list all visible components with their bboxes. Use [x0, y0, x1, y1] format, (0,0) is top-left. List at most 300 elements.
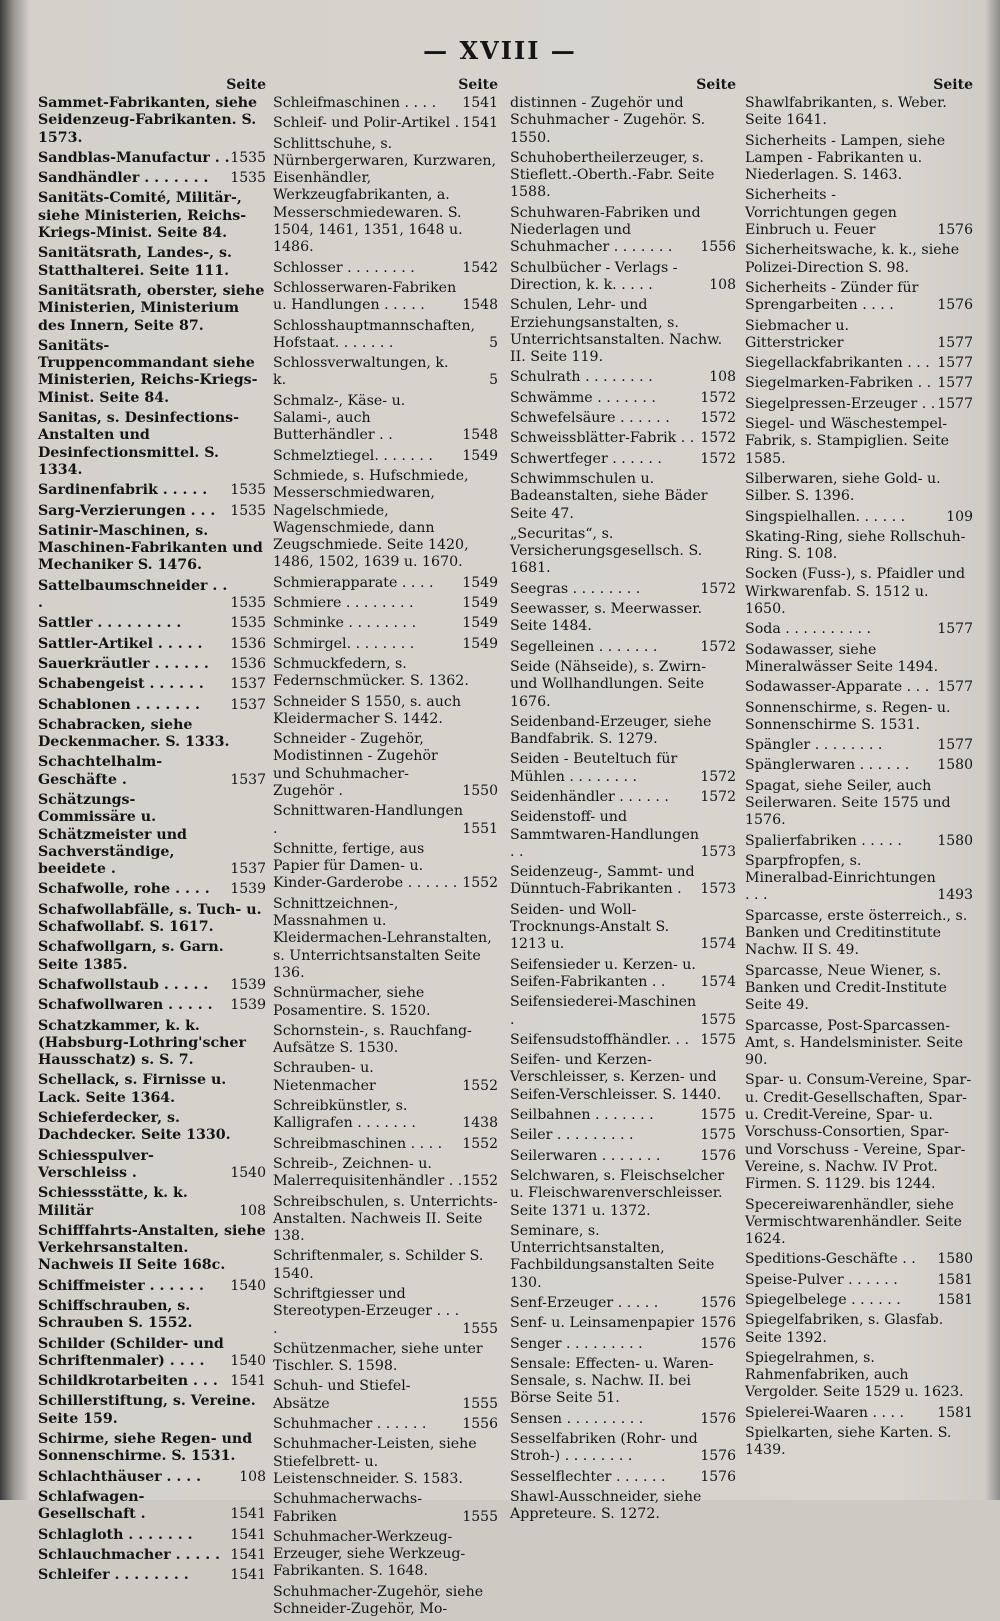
index-entry — [510, 95, 736, 147]
entry-page-number: 1572 — [700, 430, 736, 447]
entry-page-number: 1552 — [462, 875, 498, 892]
index-entry — [38, 1527, 266, 1544]
index-entry — [745, 1018, 973, 1070]
index-entry — [38, 1018, 266, 1070]
index-entry — [745, 853, 973, 905]
index-entry — [273, 575, 498, 592]
index-entry — [38, 482, 266, 499]
index-entry — [38, 1373, 266, 1390]
index-entry — [745, 1350, 973, 1402]
entry-term: Schreib-, Zeichnen- u. Malerrequisitenhändler . . — [273, 1155, 463, 1190]
index-entry — [510, 1223, 736, 1292]
entry-page-number: 1572 — [700, 580, 736, 597]
entry-page-number: 1575 — [700, 1011, 736, 1028]
entry-term: Schreibmaschinen . . . . — [273, 1135, 443, 1152]
entry-page-number: 108 — [709, 276, 736, 293]
entry-term: Schatzkammer, k. k. (Habsburg-Lothring'scher Hausschatz) s. S. 7. — [38, 1017, 246, 1069]
entry-term: Seidenzeug-, Sammt- und Dünntuch-Fabrikanten . — [510, 864, 695, 898]
entry-term: Schätzungs-Commissäre u. Schätzmeister und Sachverständige, beeidete . — [38, 791, 187, 878]
index-entry — [38, 1489, 266, 1524]
entry-term: Seide (Nähseide), s. Zwirn- und Wollhandlungen. Seite 1676. — [510, 658, 706, 710]
entry-page-number: 1549 — [462, 574, 498, 591]
entry-term: Specereiwarenhändler, siehe Vermischtwarenhändler. Seite 1624. — [745, 1196, 962, 1248]
entry-term: Sparcasse, Neue Wiener, s. Banken und Credit-Institute Seite 49. — [745, 962, 947, 1014]
entry-term: Schuhmacher-Werkzeug-Erzeuger, siehe Werkzeug-Fabrikanten. S. 1648. — [273, 1528, 466, 1580]
index-entry — [38, 1298, 266, 1333]
entry-page-number: 1535 — [230, 170, 266, 187]
entry-page-number: 1540 — [230, 1164, 266, 1181]
entry-term: Schlachthäuser . . . . — [38, 1468, 202, 1485]
entry-term: Sardinenfabrik . . . . . — [38, 482, 208, 499]
entry-page-number: 5 — [489, 334, 498, 351]
entry-term: Senf-Erzeuger . . . . . — [510, 1295, 659, 1311]
entry-term: Schachtelhalm-Geschäfte . — [38, 754, 163, 788]
entry-page-number: 1552 — [462, 1077, 498, 1094]
entry-term: Schreibkünstler, s. Kalligrafen . . . . . . . — [273, 1098, 416, 1132]
entry-term: Schriftenmaler, s. Schilder S. 1540. — [273, 1248, 484, 1282]
index-entry — [38, 503, 266, 520]
entry-page-number: 1580 — [937, 832, 973, 849]
column-header: Seite — [458, 77, 498, 93]
entry-page-number: 1539 — [230, 997, 266, 1014]
entry-term: Sparcasse, Post-Sparcassen-Amt, s. Handelsminister. Seite 90. — [745, 1017, 964, 1069]
entry-term: Spagat, siehe Seiler, auch Seilerwaren. Seite 1575 und 1576. — [745, 777, 951, 829]
entry-term: Senger . . . . . . . . . — [510, 1335, 643, 1352]
entry-term: Sandblas-Manufactur . . — [38, 149, 230, 166]
index-entry — [273, 694, 498, 729]
entry-term: Schwertfeger . . . . . . — [510, 450, 662, 467]
entry-term: Schablonen . . . . . . . — [38, 696, 200, 713]
page-title: — XVIII — — [423, 36, 577, 65]
entry-term: Sanitätsrath, oberster, siehe Ministerien, Ministerium des Innern, Seite 87. — [38, 282, 265, 334]
entry-term: Schafwollabfälle, s. Tuch- u. Schafwollabf. S. 1617. — [38, 901, 262, 936]
index-entry — [510, 1032, 736, 1049]
index-entry — [38, 1393, 266, 1428]
index-entry — [510, 1168, 736, 1220]
entry-page-number: 1537 — [230, 696, 266, 713]
index-entry — [38, 1148, 266, 1183]
entry-term: Sicherheits - Vorrichtungen gegen Einbruch u. Feuer — [745, 187, 897, 239]
entry-page-number: 1576 — [700, 1315, 736, 1332]
entry-page-number: 1581 — [937, 1271, 973, 1288]
entry-page-number: 1536 — [230, 635, 266, 652]
index-entry — [745, 1312, 973, 1347]
index-entry — [38, 95, 266, 147]
index-entry — [273, 1378, 498, 1413]
entry-term: Schmuckfedern, s. Federnschmücker. S. 1362. — [273, 655, 469, 690]
entry-page-number: 1537 — [230, 861, 266, 878]
entry-page-number: 1577 — [937, 375, 973, 392]
entry-term: Singspielhallen. . . . . . — [745, 508, 906, 525]
entry-term: „Securitas“, s. Versicherungsgesellsch. S. 1681. — [510, 525, 703, 577]
index-entry — [273, 1416, 498, 1433]
entry-page-number: 108 — [709, 369, 736, 386]
index-entry — [273, 1286, 498, 1338]
index-entry — [38, 190, 266, 242]
entry-term: Schleifer . . . . . . . . — [38, 1567, 189, 1584]
entry-term: Seidenstoff- und Sammtwaren-Handlungen . . — [510, 809, 699, 860]
entry-page-number: 1575 — [700, 1031, 736, 1048]
index-entry — [510, 1127, 736, 1144]
entry-page-number: 1535 — [230, 502, 266, 519]
index-entry — [745, 396, 973, 413]
entry-term: Schuhmacher-Leisten, siehe Stiefelbrett- u. Leistenschneider. S. 1583. — [273, 1436, 477, 1487]
index-entry — [510, 150, 736, 202]
entry-term: Schirme, siehe Regen- und Sonnenschirme. S. 1531. — [38, 1431, 253, 1465]
entry-term: Schriftgiesser und Stereotypen-Erzeuger . . . . — [273, 1286, 460, 1337]
entry-term: Sonnenschirme, s. Regen- u. Sonnenschirme S. 1531. — [745, 699, 951, 733]
entry-term: Schneider - Zugehör, Modistinnen - Zugehör und Schuhmacher-Zugehör . — [273, 731, 438, 799]
index-entry — [510, 1469, 736, 1486]
entry-page-number: 1549 — [462, 447, 498, 464]
index-entry — [745, 566, 973, 618]
column-header: Seite — [933, 77, 973, 93]
index-entry — [510, 1356, 736, 1408]
entry-term: Spar- u. Consum-Vereine, Spar- u. Credit-Gesellschaften, Spar- u. Credit-Vereine, Spar- u. Vorschuss-Consortien, Spar- und Vorschuss - Vereine, Spar-Vereine, s. Nachw. IV Prot. Firmen. S. 1129. bis 1244. — [745, 1072, 972, 1193]
entry-page-number: 1542 — [462, 259, 498, 276]
entry-term: Seifen- und Kerzen-Verschleisser, s. Kerzen- und Seifen-Verschleisser. S. 1440. — [510, 1052, 722, 1103]
entry-term: Schuhmacher-Zugehör, siehe Schneider-Zugehör, Mo- — [273, 1583, 484, 1618]
index-entry — [273, 1156, 498, 1191]
index-entry — [745, 95, 973, 130]
index-entry — [510, 864, 736, 899]
entry-term: Schmierapparate . . . . — [273, 574, 434, 591]
entry-term: Seilbahnen . . . . . . . — [510, 1107, 654, 1124]
entry-term: Schützenmacher, siehe unter Tischler. S. 1598. — [273, 1340, 483, 1375]
entry-term: Sodawasser-Apparate . . . — [745, 679, 930, 696]
entry-page-number: 109 — [946, 508, 973, 525]
index-entry — [745, 1292, 973, 1309]
entry-page-number: 1576 — [700, 1335, 736, 1352]
index-entry — [273, 1136, 498, 1153]
index-entry — [510, 714, 736, 749]
index-entry — [38, 338, 266, 407]
entry-term: Speise-Pulver . . . . . . — [745, 1271, 898, 1288]
entry-term: Schneider S 1550, s. auch Kleidermacher S. 1442. — [273, 693, 461, 727]
entry-page-number: 1541 — [230, 1546, 266, 1563]
index-entry — [273, 595, 498, 612]
entry-term: Skating-Ring, siehe Rollschuh-Ring. S. 108. — [745, 528, 966, 563]
index-entry — [38, 523, 266, 575]
entry-term: Schulrath . . . . . . . . — [510, 369, 653, 386]
index-entry — [273, 636, 498, 653]
index-column-2 — [273, 76, 498, 1621]
index-entry — [510, 902, 736, 954]
entry-page-number: 108 — [239, 1468, 266, 1485]
index-entry — [745, 737, 973, 754]
entry-term: Sammet-Fabrikanten, siehe Seidenzeug-Fabrikanten. S. 1573. — [38, 95, 258, 146]
entry-term: Seiden- und Woll-Trocknungs-Anstalt S. 1213 u. — [510, 901, 670, 953]
index-entry — [510, 430, 736, 447]
entry-term: Spiegelfabriken, s. Glasfab. Seite 1392. — [745, 1312, 944, 1346]
index-entry — [510, 809, 736, 861]
entry-page-number: 1438 — [462, 1115, 498, 1132]
entry-term: Schwämme . . . . . . . — [510, 389, 656, 406]
entry-page-number: 1576 — [700, 1448, 736, 1465]
entry-page-number: 1577 — [937, 679, 973, 696]
entry-term: Spiegelrahmen, s. Rahmenfabriken, auch Vergolder. Seite 1529 u. 1623. — [745, 1349, 964, 1401]
entry-term: Sanitäts-Comité, Militär-, siehe Ministerien, Reichs-Kriegs-Minist. Seite 84. — [38, 190, 247, 242]
index-entry — [510, 1148, 736, 1165]
entry-page-number: 1572 — [700, 410, 736, 427]
entry-term: Selchwaren, s. Fleischselcher u. Fleischwarenverschleisser. Seite 1371 u. 1372. — [510, 1167, 725, 1219]
entry-page-number: 1576 — [937, 297, 973, 314]
entry-term: Sanitas, s. Desinfections-Anstalten und Desinfectionsmittel. S. 1334. — [38, 410, 240, 478]
index-entry — [38, 615, 266, 632]
entry-page-number: 1552 — [462, 1173, 498, 1190]
index-entry — [273, 260, 498, 277]
entry-term: Spängler . . . . . . . . — [745, 737, 883, 754]
index-entry — [38, 1110, 266, 1145]
index-entry — [38, 1547, 266, 1564]
entry-term: Schiffmeister . . . . . . — [38, 1277, 204, 1294]
entry-term: Schreibschulen, s. Unterrichts-Anstalten. Nachweis II. Seite 138. — [273, 1193, 498, 1245]
entry-page-number: 1572 — [700, 450, 736, 467]
index-entry — [745, 1072, 973, 1193]
entry-page-number: 1556 — [700, 239, 736, 256]
entry-page-number: 1552 — [462, 1135, 498, 1152]
entry-page-number: 1540 — [230, 1277, 266, 1294]
entry-page-number: 1577 — [937, 395, 973, 412]
entry-page-number: 1537 — [230, 771, 266, 788]
index-entry — [510, 1315, 736, 1332]
index-entry — [38, 283, 266, 335]
index-entry — [38, 656, 266, 673]
index-entry — [273, 841, 498, 893]
entry-page-number: 1541 — [230, 1526, 266, 1543]
index-entry — [510, 1295, 736, 1312]
entry-page-number: 1555 — [462, 1395, 498, 1412]
entry-page-number: 1541 — [230, 1506, 266, 1523]
entry-term: Schornstein-, s. Rauchfang-Aufsätze S. 1530. — [273, 1022, 472, 1057]
index-entry — [510, 369, 736, 386]
entry-page-number: 1573 — [700, 843, 736, 860]
entry-term: Schafwolle, rohe . . . . — [38, 881, 210, 898]
entry-term: Shawlfabrikanten, s. Weber. Seite 1641. — [745, 95, 947, 129]
entry-term: Schafwollstaub . . . . . — [38, 976, 209, 993]
entry-term: Sanitäts-Truppencommandant siehe Ministerien, Reichs-Kriegs-Minist. Seite 84. — [38, 337, 258, 406]
index-entry — [510, 601, 736, 636]
index-entry — [745, 280, 973, 315]
entry-term: Sandhändler . . . . . . . — [38, 170, 209, 187]
entry-term: Sparcasse, erste österreich., s. Banken und Creditinstitute Nachw. II S. 49. — [745, 907, 968, 959]
entry-page-number: 1572 — [700, 389, 736, 406]
entry-page-number: 1539 — [230, 881, 266, 898]
entry-page-number: 1541 — [230, 1373, 266, 1390]
entry-term: Seminare, s. Unterrichtsanstalten, Fachbildungsanstalten Seite 130. — [510, 1222, 715, 1291]
index-entry — [38, 410, 266, 479]
entry-term: Schnitte, fertige, aus Papier für Damen- u. Kinder-Garderobe . . . . . . — [273, 840, 458, 892]
index-entry — [273, 896, 498, 982]
index-entry — [38, 977, 266, 994]
index-entry — [273, 1060, 498, 1095]
entry-term: Spänglerwaren . . . . . . — [745, 757, 910, 774]
index-entry — [745, 908, 973, 960]
entry-page-number: 1556 — [462, 1416, 498, 1433]
index-entry — [38, 578, 266, 613]
entry-term: Sparpfropfen, s. Mineralbad-Einrichtungen . . . — [745, 852, 936, 904]
entry-term: Schlosshauptmannschaften, Hofstaat. . . . . . . — [273, 317, 475, 351]
entry-term: Schmalz-, Käse- u. Salami-, auch Butterhändler . . — [273, 392, 406, 444]
index-entry — [510, 1336, 736, 1353]
entry-term: Schellack, s. Firnisse u. Lack. Seite 1364. — [38, 1072, 227, 1106]
entry-page-number: 1555 — [462, 1508, 498, 1525]
index-entry — [273, 1436, 498, 1488]
index-entry — [38, 1431, 266, 1466]
entry-page-number: 1535 — [230, 149, 266, 166]
index-entry — [273, 468, 498, 572]
entry-term: Schiffschrauben, s. Schrauben S. 1552. — [38, 1298, 193, 1332]
index-column-3 — [510, 76, 736, 1527]
entry-term: Schlittschuhe, s. Nürnbergerwaren, Kurzwaren, Eisenhändler, Werkzeugfabrikanten, a. Messerschmiedewaren. S. 1504, 1461, 1351, 1648 u. 1486. — [273, 135, 497, 256]
index-entry — [273, 731, 498, 800]
entry-term: Schleifmaschinen . . . . — [273, 95, 437, 111]
entry-page-number: 1581 — [937, 1292, 973, 1308]
entry-page-number: 1577 — [937, 334, 973, 351]
entry-term: Siegelpressen-Erzeuger . . — [745, 395, 936, 412]
index-entry — [745, 416, 973, 468]
entry-page-number: 1580 — [937, 757, 973, 774]
entry-term: Schulen, Lehr- und Erziehungsanstalten, s. Unterrichtsanstalten. Nachw. II. Seite 119. — [510, 297, 723, 366]
index-entry — [273, 1194, 498, 1246]
entry-term: Sesselflechter . . . . . . — [510, 1468, 666, 1485]
entry-term: Speditions-Geschäfte . . — [745, 1251, 916, 1268]
entry-page-number: 1581 — [937, 1404, 973, 1421]
entry-term: Spielkarten, siehe Karten. S. 1439. — [745, 1425, 952, 1459]
entry-term: Schabengeist . . . . . . — [38, 676, 204, 693]
index-entry — [745, 833, 973, 850]
index-entry — [745, 187, 973, 239]
entry-term: Schweissblätter-Fabrik . . — [510, 430, 695, 447]
index-entry — [38, 1278, 266, 1295]
index-entry — [38, 1336, 266, 1371]
entry-term: Schillerstiftung, s. Vereine. Seite 159. — [38, 1393, 256, 1427]
entry-term: Senf- u. Leinsamenpapier — [510, 1315, 695, 1332]
index-entry — [510, 751, 736, 786]
entry-term: Schmelztiegel. . . . . . . — [273, 447, 433, 464]
entry-term: Schlosser . . . . . . . . — [273, 259, 415, 276]
index-entry — [745, 318, 973, 353]
index-entry — [745, 133, 973, 185]
index-column-1 — [38, 76, 266, 1587]
index-entry — [510, 526, 736, 578]
index-entry — [273, 1248, 498, 1283]
entry-page-number: 1574 — [700, 936, 736, 953]
index-entry — [745, 757, 973, 774]
index-entry — [273, 615, 498, 632]
entry-term: Soda . . . . . . . . . . — [745, 621, 871, 638]
index-entry — [38, 1469, 266, 1486]
entry-term: Schulbücher - Verlags - Direction, k. k. . . . . — [510, 259, 678, 293]
entry-term: Schieferdecker, s. Dachdecker. Seite 1330. — [38, 1110, 231, 1144]
entry-term: Sicherheits - Lampen, siehe Lampen - Fabrikanten u. Niederlagen. S. 1463. — [745, 132, 946, 184]
entry-term: Sesselfabriken (Rohr- und Stroh-) . . . . . . . . — [510, 1431, 698, 1465]
index-entry — [273, 1584, 498, 1619]
entry-page-number: 1541 — [230, 1567, 266, 1584]
index-entry — [745, 1405, 973, 1422]
entry-page-number: 1535 — [230, 615, 266, 632]
index-entry — [745, 1251, 973, 1268]
entry-page-number: 1540 — [230, 1352, 266, 1369]
index-entry — [273, 1529, 498, 1581]
entry-page-number: 1574 — [700, 973, 736, 990]
entry-page-number: 1541 — [462, 115, 498, 132]
index-entry — [745, 642, 973, 677]
index-entry — [745, 509, 973, 526]
entry-term: Schnittzeichnen-, Massnahmen u. Kleidermachen-Lehranstalten, s. Unterrichtsanstalten Seite 136. — [273, 895, 492, 981]
entry-term: Siegellackfabrikanten . . . — [745, 355, 930, 372]
entry-term: Sensen . . . . . . . . . — [510, 1410, 644, 1427]
entry-page-number: 108 — [239, 1202, 266, 1219]
index-entry — [273, 95, 498, 112]
index-entry — [510, 390, 736, 407]
entry-term: distinnen - Zugehör und Schuhmacher - Zugehör. S. 1550. — [510, 95, 706, 146]
entry-term: Schmiede, s. Hufschmiede, Messerschmiedwaren, Nagelschmiede, Wagenschmiede, dann Zeugschmiede. Seite 1420, 1486, 1502, 1639 u. 1670. — [273, 467, 469, 571]
entry-page-number: 1576 — [700, 1295, 736, 1311]
entry-term: Sattler . . . . . . . . . — [38, 615, 182, 632]
index-entry — [510, 1411, 736, 1428]
entry-term: Schuhmacherwachs-Fabriken — [273, 1491, 423, 1525]
entry-page-number: 1549 — [462, 615, 498, 632]
entry-term: Seifensieder u. Kerzen- u. Seifen-Fabrikanten . . — [510, 956, 696, 990]
entry-page-number: 1535 — [230, 595, 266, 612]
index-entry — [273, 803, 498, 838]
index-entry — [38, 636, 266, 653]
entry-term: Shawl-Ausschneider, siehe Appreteure. S. 1272. — [510, 1488, 702, 1523]
index-entry — [38, 697, 266, 714]
index-entry — [745, 621, 973, 638]
entry-page-number: 1493 — [937, 887, 973, 904]
entry-term: Seifensiederei-Maschinen . — [510, 994, 697, 1028]
entry-term: Schuhmacher . . . . . . — [273, 1416, 427, 1433]
index-entry — [38, 1567, 266, 1584]
entry-term: Schlossverwaltungen, k. k. — [273, 355, 449, 389]
entry-page-number: 1572 — [700, 788, 736, 805]
entry-term: Schmiere . . . . . . . . — [273, 595, 414, 612]
index-entry — [273, 1098, 498, 1133]
entry-page-number: 1536 — [230, 655, 266, 672]
index-entry — [510, 994, 736, 1029]
entry-term: Sicherheits - Zünder für Sprengarbeiten . . . . — [745, 279, 919, 314]
index-entry — [510, 410, 736, 427]
index-entry — [273, 355, 498, 390]
entry-page-number: 1535 — [230, 482, 266, 499]
index-entry — [38, 939, 266, 974]
entry-page-number: 1577 — [937, 355, 973, 372]
index-entry — [510, 1431, 736, 1466]
entry-term: Schuhwaren-Fabriken und Niederlagen und Schuhmacher . . . . . . . — [510, 204, 701, 256]
index-entry — [38, 676, 266, 693]
index-entry — [38, 902, 266, 937]
index-entry — [510, 297, 736, 366]
index-entry — [38, 170, 266, 187]
entry-page-number: 1548 — [462, 297, 498, 314]
index-entry — [273, 1023, 498, 1058]
entry-page-number: 1548 — [462, 427, 498, 444]
entry-term: Sattelbaumschneider . . . — [38, 577, 228, 612]
entry-term: Spiegelbelege . . . . . . — [745, 1292, 901, 1308]
entry-page-number: 1555 — [462, 1320, 498, 1337]
entry-term: Seewasser, s. Meerwasser. Seite 1484. — [510, 601, 703, 635]
index-entry — [745, 375, 973, 392]
index-entry — [38, 1072, 266, 1107]
index-entry — [510, 639, 736, 656]
entry-term: Seidenband-Erzeuger, siehe Bandfabrik. S. 1279. — [510, 713, 712, 748]
entry-term: Spielerei-Waaren . . . . — [745, 1404, 905, 1421]
index-column-4 — [745, 76, 973, 1463]
entry-page-number: 1576 — [937, 222, 973, 239]
entry-page-number: 1576 — [700, 1410, 736, 1427]
